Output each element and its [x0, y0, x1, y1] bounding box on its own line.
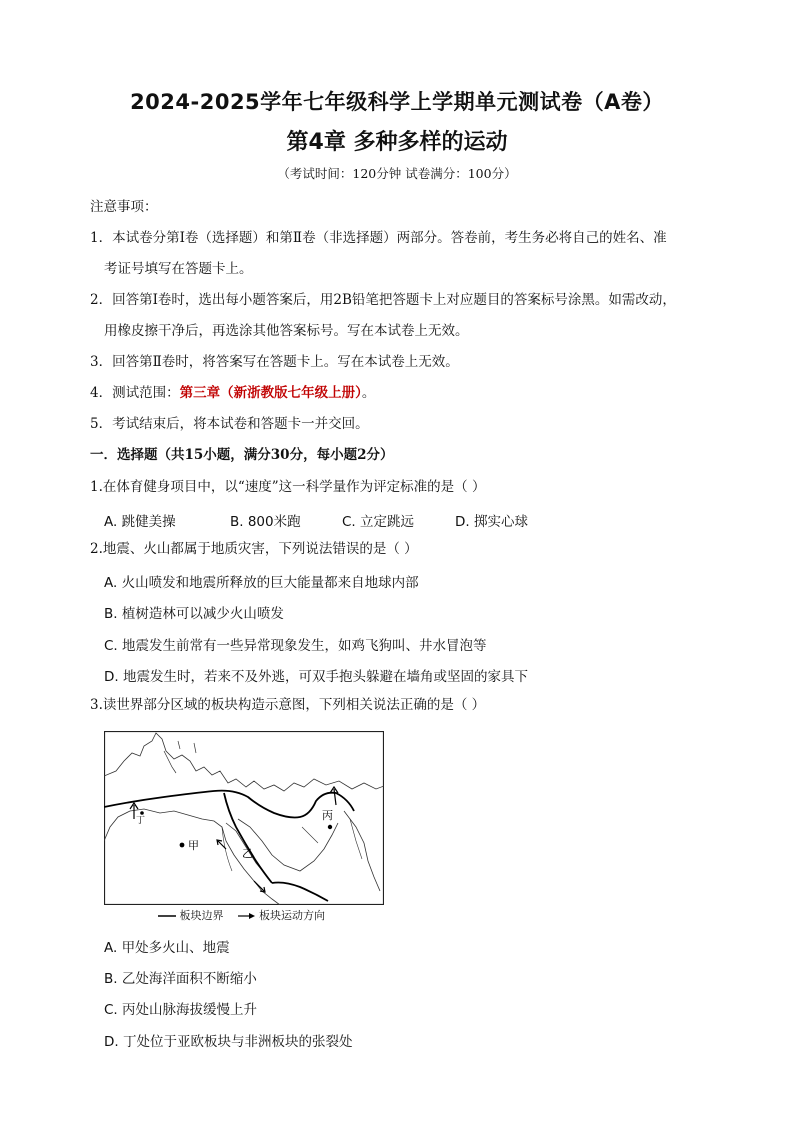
notice-item-3: 3．回答第Ⅱ卷时，将答案写在答题卡上。写在本试卷上无效。: [90, 354, 459, 370]
arrow-right-icon: [238, 912, 256, 920]
question-3-stem: 3.读世界部分区域的板块构造示意图，下列相关说法正确的是（ ）: [90, 697, 486, 713]
map-legend: [158, 907, 325, 923]
question-1-option-a[interactable]: A. 跳健美操: [104, 514, 176, 530]
notice-item-5: 5．考试结束后，将本试卷和答题卡一并交回。: [90, 416, 369, 432]
notice-item-4: [90, 384, 730, 402]
map-label-jia: 甲: [188, 839, 199, 852]
notice-item-4-suffix: 。: [361, 385, 376, 401]
question-2-option-b[interactable]: B. 植树造林可以减少火山喷发: [104, 606, 284, 622]
question-2-option-a[interactable]: A. 火山喷发和地震所释放的巨大能量都来自地球内部: [104, 575, 419, 591]
plate-tectonics-map: [104, 731, 384, 905]
map-label-yi: 乙: [242, 847, 253, 860]
notice-heading: 注意事项：: [90, 199, 158, 215]
notice-item-2-cont: 用橡皮擦干净后，再选涂其他答案标号。写在本试卷上无效。: [104, 323, 469, 339]
chapter-title: 第4章 多种多样的运动: [286, 130, 508, 155]
legend-boundary: 板块边界: [179, 909, 224, 922]
question-3-option-a[interactable]: A. 甲处多火山、地震: [104, 940, 230, 956]
section-heading: 一．选择题（共15小题，满分30分，每小题2分）: [90, 447, 394, 463]
legend-direction: 板块运动方向: [259, 909, 325, 922]
question-2-option-c[interactable]: C. 地震发生前常有一些异常现象发生，如鸡飞狗叫、井水冒泡等: [104, 638, 487, 654]
question-3-option-c[interactable]: C. 丙处山脉海拔缓慢上升: [104, 1002, 258, 1018]
notice-item-2: 2．回答第Ⅰ卷时，选出每小题答案后，用2B铅笔把答题卡上对应题目的答案标号涂黑。如需改动，: [90, 292, 676, 308]
notice-item-1: 1．本试卷分第Ⅰ卷（选择题）和第Ⅱ卷（非选择题）两部分。答卷前，考生务必将自己的姓名、准: [90, 230, 667, 246]
boundary-line-icon: [158, 912, 176, 920]
test-scope: 第三章（新浙教版七年级上册）: [179, 385, 362, 401]
question-1-stem: 1.在体育健身项目中，以“速度”这一科学量作为评定标准的是（ ）: [90, 479, 486, 495]
question-3-option-b[interactable]: B. 乙处海洋面积不断缩小: [104, 971, 257, 987]
map-label-ding: 丁: [136, 816, 146, 826]
question-2-stem: 2.地震、火山都属于地质灾害，下列说法错误的是（ ）: [90, 541, 418, 557]
notice-item-1-cont: 考证号填写在答题卡上。: [104, 261, 253, 277]
exam-title: 2024-2025学年七年级科学上学期单元测试卷（A卷）: [130, 90, 664, 114]
question-1-option-b[interactable]: B. 800米跑: [230, 514, 301, 530]
map-label-bing: 丙: [322, 809, 333, 822]
notice-item-4-prefix: 4．测试范围：: [90, 385, 180, 401]
question-3-option-d[interactable]: D. 丁处位于亚欧板块与非洲板块的张裂处: [104, 1034, 353, 1050]
question-2-option-d[interactable]: D. 地震发生时，若来不及外逃，可双手抱头躲避在墙角或坚固的家具下: [104, 669, 528, 685]
question-1-option-d[interactable]: D. 掷实心球: [455, 514, 528, 530]
exam-info: （考试时间：120分钟 试卷满分：100分）: [277, 166, 517, 181]
question-1-option-c[interactable]: C. 立定跳远: [342, 514, 415, 530]
